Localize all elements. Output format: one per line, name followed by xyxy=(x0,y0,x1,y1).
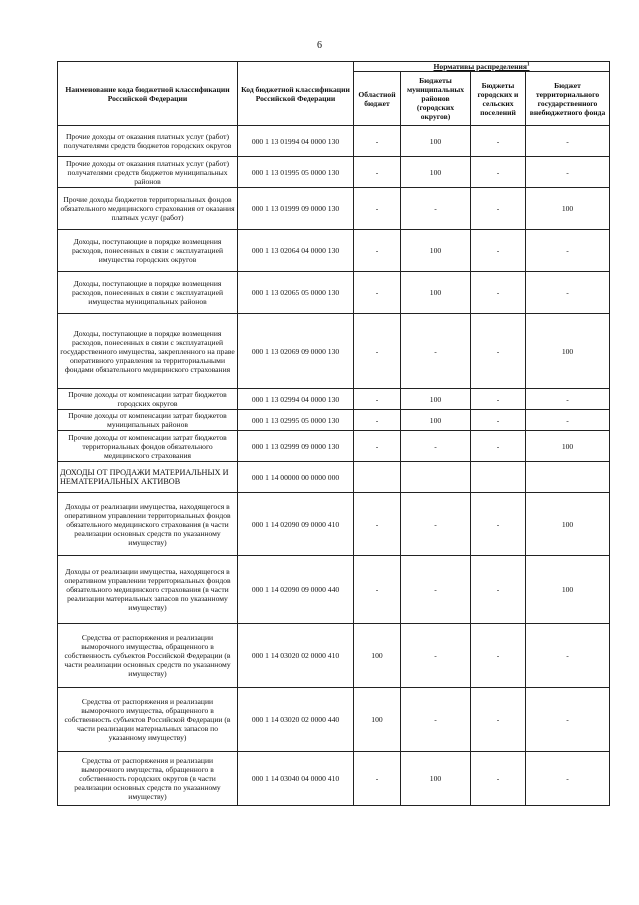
table-row xyxy=(58,688,610,752)
table-row xyxy=(58,272,610,314)
row-value-regional: - xyxy=(354,230,401,272)
row-value-municipal: 100 xyxy=(401,157,471,188)
row-code: 000 1 14 02090 09 0000 410 xyxy=(238,493,354,556)
row-name: Доходы от реализации имущества, находящегося в оперативном управлении территориальных фондов обязательного медицинского страхования (в части реализации основных средств по указанному имуществу) xyxy=(58,493,238,556)
row-value-regional: 100 xyxy=(354,624,401,688)
row-value-municipal: - xyxy=(401,556,471,624)
row-code: 000 1 14 03040 04 0000 410 xyxy=(238,752,354,806)
row-code: 000 1 14 00000 00 0000 000 xyxy=(238,462,354,493)
row-value-municipal: - xyxy=(401,188,471,230)
row-name: Прочие доходы от компенсации затрат бюджетов территориальных фондов обязательного медицинского страхования xyxy=(58,431,238,462)
row-name: Прочие доходы от оказания платных услуг (работ) получателями средств бюджетов городских округов xyxy=(58,126,238,157)
row-value-fund: - xyxy=(526,624,610,688)
row-name: Доходы от реализации имущества, находящегося в оперативном управлении территориальных фондов обязательного медицинского страхования (в части реализации материальных запасов по указанному имуществу) xyxy=(58,556,238,624)
table-row-section xyxy=(58,462,610,493)
table-row xyxy=(58,157,610,188)
header-col-regional: Областной бюджет xyxy=(354,72,401,126)
table-row xyxy=(58,314,610,389)
row-value-settlements: - xyxy=(471,752,526,806)
row-value-settlements: - xyxy=(471,431,526,462)
row-value-fund: 100 xyxy=(526,493,610,556)
row-value-settlements: - xyxy=(471,272,526,314)
row-value-regional: - xyxy=(354,188,401,230)
row-value-settlements: - xyxy=(471,157,526,188)
page-number: 6 xyxy=(317,40,322,51)
table-row xyxy=(58,410,610,431)
row-name: Доходы, поступающие в порядке возмещения расходов, понесенных в связи с эксплуатацией государственного имущества, закрепленного на праве оперативного управления за территориальными фондами обязательного медицинского страхования xyxy=(58,314,238,389)
row-code: 000 1 14 03020 02 0000 410 xyxy=(238,624,354,688)
row-value-fund: - xyxy=(526,157,610,188)
row-value-fund: - xyxy=(526,752,610,806)
row-code: 000 1 13 01995 05 0000 130 xyxy=(238,157,354,188)
row-name: Средства от распоряжения и реализации выморочного имущества, обращенного в собственность субъектов Российской Федерации (в части реализации основных средств по указанному имуществу) xyxy=(58,624,238,688)
row-name: Доходы, поступающие в порядке возмещения расходов, понесенных в связи с эксплуатацией имущества муниципальных районов xyxy=(58,272,238,314)
row-value-regional: - xyxy=(354,752,401,806)
table-row xyxy=(58,230,610,272)
row-value-municipal: - xyxy=(401,688,471,752)
row-value-settlements: - xyxy=(471,624,526,688)
row-value-municipal: 100 xyxy=(401,126,471,157)
row-code: 000 1 13 02065 05 0000 130 xyxy=(238,272,354,314)
row-value-fund: - xyxy=(526,688,610,752)
row-value-regional xyxy=(354,462,401,493)
table-row xyxy=(58,431,610,462)
header-col-fund: Бюджет территориального государственного внебюджетного фонда xyxy=(526,72,610,126)
row-name: Средства от распоряжения и реализации выморочного имущества, обращенного в собственность субъектов Российской Федерации (в части реализации материальных запасов по указанному имуществу) xyxy=(58,688,238,752)
row-value-municipal: 100 xyxy=(401,752,471,806)
row-code: 000 1 13 02994 04 0000 130 xyxy=(238,389,354,410)
row-value-regional: - xyxy=(354,431,401,462)
row-code: 000 1 13 02064 04 0000 130 xyxy=(238,230,354,272)
header-name: Наименование кода бюджетной классификации Российской Федерации xyxy=(58,62,238,126)
row-code: 000 1 14 03020 02 0000 440 xyxy=(238,688,354,752)
header-group xyxy=(354,62,610,72)
row-value-settlements: - xyxy=(471,126,526,157)
row-value-settlements: - xyxy=(471,314,526,389)
row-value-fund: 100 xyxy=(526,314,610,389)
row-value-municipal: 100 xyxy=(401,410,471,431)
header-col-municipal: Бюджеты муниципальных районов (городских округов) xyxy=(401,72,471,126)
table-row xyxy=(58,556,610,624)
row-value-regional: - xyxy=(354,272,401,314)
table-row xyxy=(58,752,610,806)
row-value-municipal: 100 xyxy=(401,389,471,410)
row-value-settlements: - xyxy=(471,389,526,410)
row-value-municipal: - xyxy=(401,493,471,556)
row-value-settlements: - xyxy=(471,410,526,431)
row-value-regional: - xyxy=(354,556,401,624)
row-value-municipal xyxy=(401,462,471,493)
budget-classification-table xyxy=(57,61,610,806)
header-group-footnote-mark: 1 xyxy=(527,62,530,68)
row-name: Средства от распоряжения и реализации выморочного имущества, обращенного в собственность городских округов (в части реализации основных средств по указанному имуществу) xyxy=(58,752,238,806)
row-value-fund: 100 xyxy=(526,556,610,624)
row-value-fund: 100 xyxy=(526,431,610,462)
row-value-regional: - xyxy=(354,493,401,556)
row-value-regional: - xyxy=(354,410,401,431)
row-value-settlements: - xyxy=(471,493,526,556)
table-header-row-1 xyxy=(58,62,610,72)
row-code: 000 1 14 02090 09 0000 440 xyxy=(238,556,354,624)
row-value-fund: 100 xyxy=(526,188,610,230)
row-value-settlements xyxy=(471,462,526,493)
row-code: 000 1 13 02069 09 0000 130 xyxy=(238,314,354,389)
row-code: 000 1 13 02995 05 0000 130 xyxy=(238,410,354,431)
row-name: Прочие доходы от оказания платных услуг (работ) получателями средств бюджетов муниципальных районов xyxy=(58,157,238,188)
row-value-municipal: - xyxy=(401,314,471,389)
table-row xyxy=(58,188,610,230)
row-value-settlements: - xyxy=(471,230,526,272)
row-value-municipal: 100 xyxy=(401,230,471,272)
row-value-regional: - xyxy=(354,157,401,188)
row-code: 000 1 13 02999 09 0000 130 xyxy=(238,431,354,462)
row-name: Доходы, поступающие в порядке возмещения расходов, понесенных в связи с эксплуатацией имущества городских округов xyxy=(58,230,238,272)
header-code: Код бюджетной классификации Российской Федерации xyxy=(238,62,354,126)
table-row xyxy=(58,126,610,157)
row-value-fund: - xyxy=(526,126,610,157)
row-value-fund: - xyxy=(526,410,610,431)
row-value-fund xyxy=(526,462,610,493)
table-row xyxy=(58,493,610,556)
row-value-municipal: 100 xyxy=(401,272,471,314)
row-value-municipal: - xyxy=(401,431,471,462)
row-value-municipal: - xyxy=(401,624,471,688)
row-code: 000 1 13 01999 09 0000 130 xyxy=(238,188,354,230)
row-name: Прочие доходы от компенсации затрат бюджетов городских округов xyxy=(58,389,238,410)
header-group-label: Нормативы распределения xyxy=(433,62,528,71)
row-value-regional: - xyxy=(354,126,401,157)
row-name: ДОХОДЫ ОТ ПРОДАЖИ МАТЕРИАЛЬНЫХ И НЕМАТЕРИАЛЬНЫХ АКТИВОВ xyxy=(58,462,238,493)
row-value-settlements: - xyxy=(471,688,526,752)
row-value-fund: - xyxy=(526,230,610,272)
row-value-regional: - xyxy=(354,314,401,389)
row-code: 000 1 13 01994 04 0000 130 xyxy=(238,126,354,157)
row-value-regional: 100 xyxy=(354,688,401,752)
row-value-fund: - xyxy=(526,389,610,410)
row-value-regional: - xyxy=(354,389,401,410)
row-value-fund: - xyxy=(526,272,610,314)
row-value-settlements: - xyxy=(471,188,526,230)
table-row xyxy=(58,389,610,410)
row-value-settlements: - xyxy=(471,556,526,624)
row-name: Прочие доходы от компенсации затрат бюджетов муниципальных районов xyxy=(58,410,238,431)
table-row xyxy=(58,624,610,688)
header-col-settlements: Бюджеты городских и сельских поселений xyxy=(471,72,526,126)
row-name: Прочие доходы бюджетов территориальных фондов обязательного медицинского страхования от оказания платных услуг (работ) xyxy=(58,188,238,230)
